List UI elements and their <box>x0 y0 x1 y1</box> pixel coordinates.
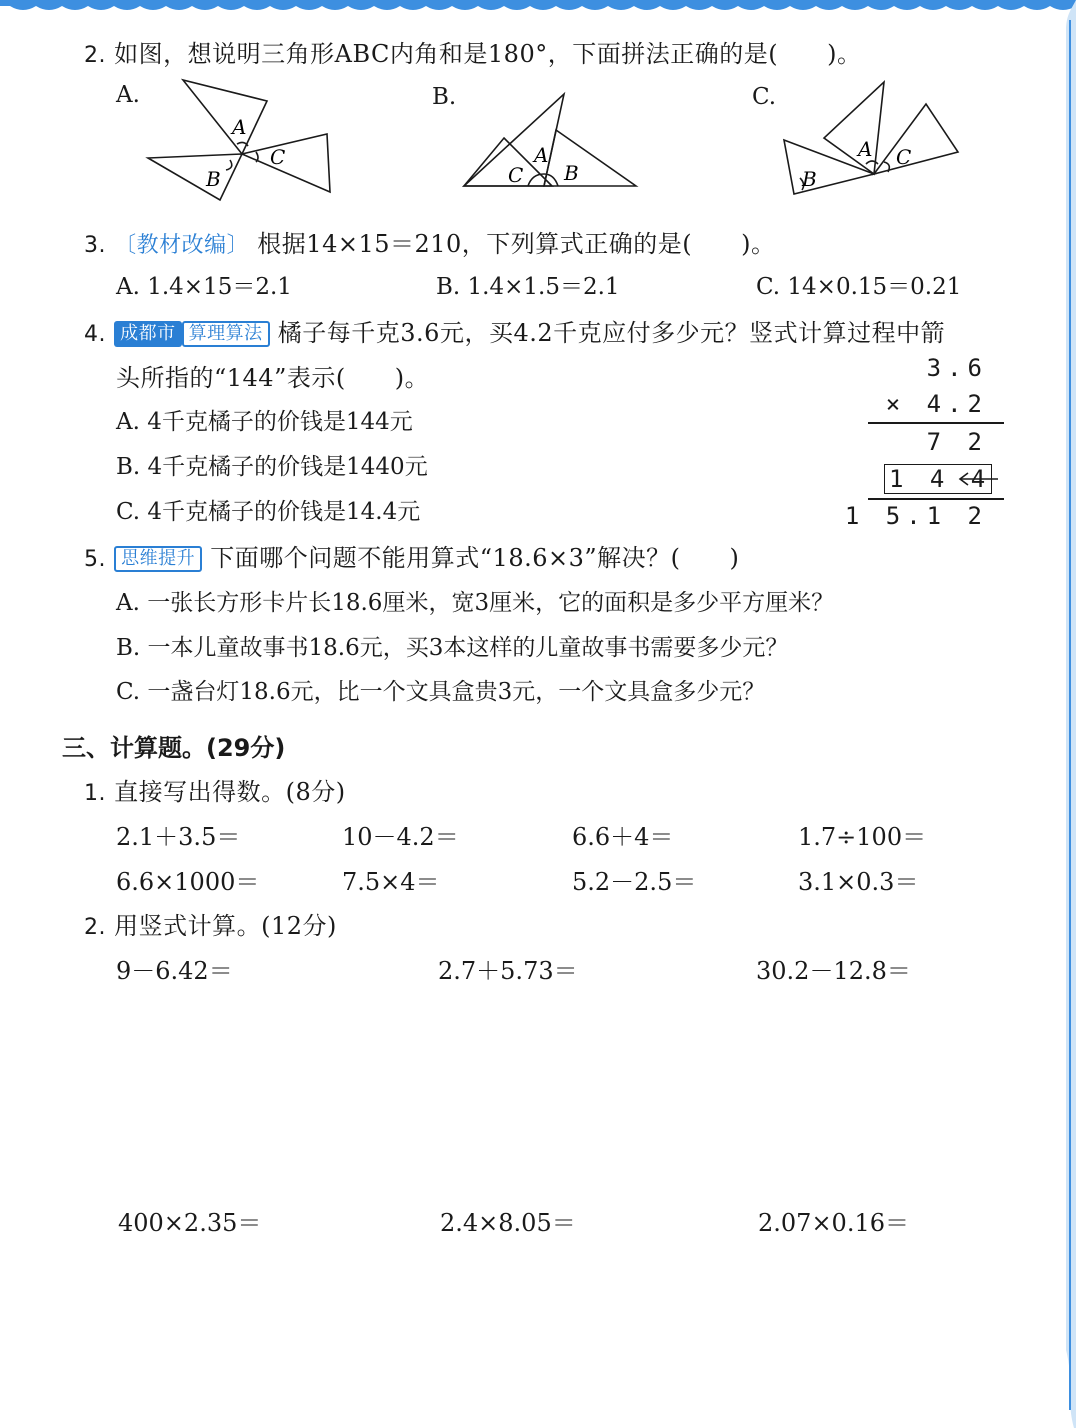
question-text: 根据14×15＝210，下列算式正确的是( )。 <box>257 230 776 258</box>
calc-item: 7.5×4＝ <box>342 868 440 896</box>
calc-item: 10－4.2＝ <box>342 823 459 851</box>
question-text-line-2: 头所指的“144”表示( )。 <box>116 364 430 392</box>
arrow-left-icon <box>956 470 1000 488</box>
question-text-line-1: 橘子每千克3.6元，买4.2千克应付多少元？竖式计算过程中箭 <box>277 319 946 347</box>
part-number: 2. <box>84 915 106 940</box>
part-title: 用竖式计算。(12分) <box>114 912 337 940</box>
figure-a-triangles <box>140 74 340 206</box>
calc-item: 5.2－2.5＝ <box>572 868 697 896</box>
question-4 <box>84 313 945 348</box>
option-c: C. 4千克橘子的价钱是14.4元 <box>116 499 421 525</box>
calc-item: 6.6×1000＝ <box>116 868 260 896</box>
option-a: A. 1.4×15＝2.1 <box>116 274 292 300</box>
vertical-calc-item: 400×2.35＝ <box>118 1209 262 1237</box>
partial-product-144: 1 4 4 <box>884 464 992 494</box>
svg-text:B: B <box>802 167 817 191</box>
topic-tag: 算理算法 <box>182 321 270 347</box>
divider-line-2 <box>868 498 1004 500</box>
calc-item: 6.6＋4＝ <box>572 823 674 851</box>
svg-text:C: C <box>508 163 524 187</box>
product: 1 5.1 2 <box>844 502 988 530</box>
calc-item: 2.1＋3.5＝ <box>116 823 241 851</box>
option-c: C. 一盏台灯18.6元，比一个文具盒贵3元，一个文具盒多少元？ <box>116 679 766 705</box>
question-number: 4. <box>84 322 106 347</box>
region-tag: 成都市 <box>114 321 182 347</box>
vertical-calc-item: 2.07×0.16＝ <box>758 1209 909 1237</box>
triangle-b-piece <box>544 130 636 186</box>
question-number: 3. <box>84 233 106 258</box>
option-b-label: B. <box>432 84 457 110</box>
calc-item: 3.1×0.3＝ <box>798 868 919 896</box>
question-number: 2. <box>84 43 106 68</box>
svg-text:A: A <box>534 143 549 167</box>
right-border-decoration <box>1052 0 1076 1428</box>
triangle-a-piece <box>824 82 884 174</box>
top-wave-decoration <box>0 0 1076 14</box>
section-title: 三、计算题。(29分) <box>62 734 286 762</box>
vertical-calc-item: 9－6.42＝ <box>116 957 233 985</box>
triangle-b-piece <box>148 154 242 200</box>
question-5 <box>84 538 739 573</box>
vertical-multiplication <box>844 352 1010 532</box>
triangle-a-piece <box>183 80 267 154</box>
multiplier: × 4.2 <box>885 390 988 418</box>
figure-c-triangles <box>780 78 964 200</box>
part-2-heading <box>84 906 337 941</box>
divider-line-1 <box>868 422 1004 424</box>
triangle-c-piece <box>242 134 330 192</box>
question-text: 下面哪个问题不能用算式“18.6×3”解决？( ) <box>210 544 740 572</box>
textbook-adapted-tag: 〔教材改编〕 <box>114 233 250 258</box>
question-2 <box>84 34 861 69</box>
part-1-heading <box>84 772 346 807</box>
option-b: B. 1.4×1.5＝2.1 <box>436 274 620 300</box>
vertical-calc-item: 2.4×8.05＝ <box>440 1209 576 1237</box>
partial-product-1: 7 2 <box>926 428 988 456</box>
svg-text:A: A <box>232 115 247 139</box>
option-c-label: C. <box>752 84 777 110</box>
svg-text:C: C <box>896 145 912 169</box>
figure-b-triangles <box>460 90 642 194</box>
multiplicand: 3.6 <box>926 354 988 382</box>
question-3 <box>84 224 776 259</box>
option-a: A. 4千克橘子的价钱是144元 <box>116 409 413 435</box>
option-a: A. 一张长方形卡片长18.6厘米，宽3厘米，它的面积是多少平方厘米？ <box>116 590 835 616</box>
svg-text:C: C <box>270 145 286 169</box>
svg-text:A: A <box>858 137 873 161</box>
thinking-tag: 思维提升 <box>114 546 202 572</box>
option-c: C. 14×0.15＝0.21 <box>756 274 962 300</box>
part-number: 1. <box>84 781 106 806</box>
question-number: 5. <box>84 547 106 572</box>
svg-text:B: B <box>564 161 579 185</box>
vertical-calc-item: 30.2－12.8＝ <box>756 957 911 985</box>
svg-text:B: B <box>206 167 221 191</box>
option-b: B. 一本儿童故事书18.6元，买3本这样的儿童故事书需要多少元？ <box>116 635 789 661</box>
calc-item: 1.7÷100＝ <box>798 823 927 851</box>
vertical-calc-item: 2.7＋5.73＝ <box>438 957 578 985</box>
option-b: B. 4千克橘子的价钱是1440元 <box>116 454 428 480</box>
question-text: 如图，想说明三角形ABC内角和是180°，下面拼法正确的是( )。 <box>114 40 862 68</box>
option-a-label: A. <box>116 82 140 108</box>
part-title: 直接写出得数。(8分) <box>114 778 346 806</box>
